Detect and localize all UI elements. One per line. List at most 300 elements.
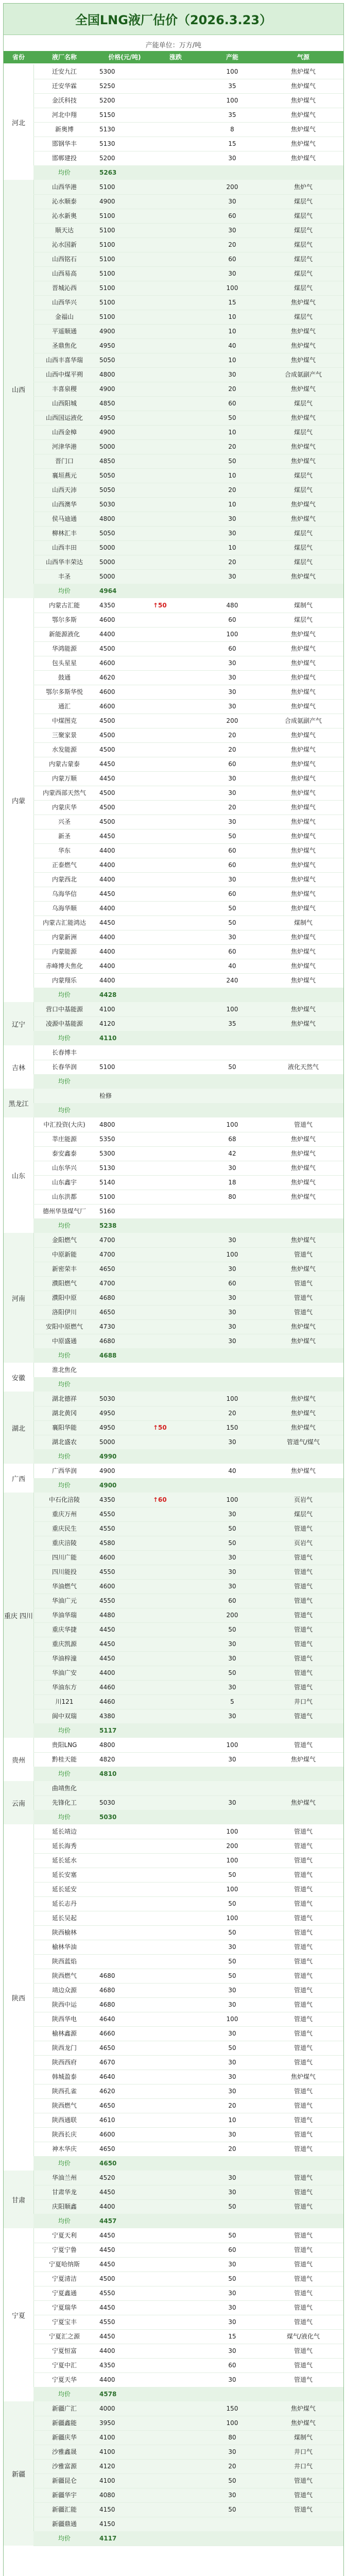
table-row	[33, 1694, 343, 1709]
plant-name: 宁夏天华	[51, 2376, 77, 2383]
gas-source: 管道气	[293, 1713, 313, 1720]
gas-source: 焦炉气	[293, 183, 313, 191]
table-row	[33, 2199, 343, 2214]
gas-source: 焦炉煤气	[290, 674, 316, 681]
price-change: ↑50	[153, 1424, 167, 1431]
price-change	[151, 2473, 202, 2488]
price-change	[151, 2098, 202, 2113]
table-row	[33, 2098, 343, 2113]
table-row	[33, 1420, 343, 1435]
province-name: 新疆	[4, 2401, 34, 2546]
capacity: 30	[228, 270, 236, 277]
price: 4450	[99, 1626, 115, 1633]
table-row	[33, 1493, 343, 1507]
plant-name: 陕西中运	[51, 2001, 77, 2008]
capacity: 30	[228, 198, 236, 205]
price-change	[151, 815, 202, 829]
capacity: 50	[228, 1669, 236, 1676]
gas-source: 焦炉煤气	[290, 515, 316, 522]
price-change	[151, 1132, 202, 1146]
average-label: 均价	[58, 991, 71, 998]
capacity: 30	[228, 1236, 236, 1244]
price-change	[151, 944, 202, 959]
capacity: 30	[228, 1640, 236, 1648]
gas-source: 焦炉煤气	[290, 97, 316, 104]
gas-source: 管道气	[293, 1251, 313, 1258]
price-change	[151, 1319, 202, 1334]
price-change	[151, 1291, 202, 1305]
price-change	[151, 1781, 202, 1795]
plant-name: 长春博丰	[51, 1049, 77, 1056]
gas-source: 焦炉煤气	[290, 155, 316, 162]
table-row	[33, 1608, 343, 1623]
plant-name: 川121	[55, 1698, 74, 1705]
province-name: 广西	[4, 1464, 34, 1493]
price: 4640	[99, 2015, 115, 2023]
table-row	[33, 1781, 343, 1796]
price-change	[151, 771, 202, 786]
gas-source: 焦炉煤气	[290, 977, 316, 984]
plant-name	[36, 1089, 93, 1103]
price-change	[151, 2041, 202, 2055]
average-row	[33, 1478, 343, 1493]
price-change	[151, 79, 202, 93]
capacity: 35	[228, 111, 236, 118]
capacity: 20	[228, 732, 236, 739]
capacity: 50	[228, 1871, 236, 1878]
price: 4520	[99, 2174, 115, 2181]
capacity: 480	[226, 602, 238, 609]
gas-source: 页岩气	[293, 1496, 313, 1503]
plant-name: 乌海华顺	[51, 905, 77, 912]
plant-name: 赤峰博夫焦化	[45, 962, 83, 970]
plant-name: 襄垣燕元	[51, 472, 77, 479]
gas-source: 管道气	[293, 1554, 313, 1561]
table-row	[33, 771, 343, 786]
plant-name: 新疆鑫能	[51, 2419, 77, 2427]
capacity: 60	[228, 948, 236, 955]
price-change	[151, 1911, 202, 1925]
gas-source: 焦炉煤气	[290, 342, 316, 349]
gas-source: 管道气	[293, 2174, 313, 2181]
table-row	[33, 1536, 343, 1551]
table-row	[33, 829, 343, 844]
price-change	[151, 2300, 202, 2315]
capacity: 10	[228, 328, 236, 335]
capacity: 30	[228, 876, 236, 883]
price-change	[151, 1363, 202, 1377]
page-title: 全国LNG液厂估价（2026.3.23）	[75, 13, 272, 27]
gas-source: 管道气	[293, 1684, 313, 1691]
plant-name: 新圣	[58, 833, 71, 840]
capacity: 200	[226, 717, 238, 724]
plant-name: 延长延水	[51, 1857, 77, 1864]
gas-source: 焦炉煤气	[290, 732, 316, 739]
price-change	[151, 1536, 202, 1550]
gas-source: 管道气	[293, 2290, 313, 2297]
province-name: 贵州	[4, 1738, 34, 1781]
gas-source: 管道气	[293, 1669, 313, 1676]
plant-name: 神木华庆	[51, 2145, 77, 2153]
gas-source: 焦炉煤气	[290, 457, 316, 465]
price: 5100	[99, 299, 115, 306]
plant-name: 内蒙新洲	[51, 934, 77, 941]
plant-name: 内蒙西北	[51, 876, 77, 883]
price-change	[151, 324, 202, 338]
gas-source: 煤气/液化气	[286, 2333, 320, 2340]
gas-source: 管道气	[293, 1309, 313, 1316]
gas-source: 焦炉煤气	[290, 703, 316, 710]
price: 4600	[99, 659, 115, 667]
price-change	[151, 569, 202, 584]
gas-source: 管道气	[293, 2275, 313, 2282]
price: 4500	[99, 818, 115, 825]
gas-source: 管道气	[293, 1612, 313, 1619]
price: 4350	[99, 1496, 115, 1503]
plant-name: 湖北盛农	[51, 1438, 77, 1446]
capacity: 80	[228, 1193, 236, 1200]
price-change	[151, 338, 202, 353]
price-change	[151, 194, 202, 209]
plant-name: 河北中翔	[51, 111, 77, 118]
price: 5130	[99, 126, 115, 133]
price: 4650	[99, 2044, 115, 2052]
price-change	[151, 2026, 202, 2041]
price: 4000	[99, 2405, 115, 2412]
price-change	[151, 209, 202, 223]
price-change	[151, 454, 202, 468]
price-change	[151, 1507, 202, 1521]
plant-name: 宁夏宁鲁	[51, 2246, 77, 2253]
table-row	[33, 1406, 343, 1421]
price: 3950	[99, 2419, 115, 2427]
price-change	[151, 872, 202, 887]
plant-name: 陕西通联	[51, 2116, 77, 2124]
price: 4600	[99, 688, 115, 696]
table-row	[33, 1795, 343, 1810]
price: 4550	[99, 1597, 115, 1604]
plant-name: 平遥顺通	[51, 328, 77, 335]
capacity: 8	[230, 126, 234, 133]
table-row	[33, 497, 343, 512]
plant-name: 营口中基能源	[45, 1006, 83, 1013]
price-change	[151, 483, 202, 497]
table-row	[33, 1969, 343, 1984]
average-price: 4900	[99, 1482, 117, 1489]
price: 4400	[99, 2376, 115, 2383]
gas-source: 焦炉煤气	[290, 833, 316, 840]
table-row	[33, 887, 343, 902]
plant-name: 宁夏鑫通	[51, 2290, 77, 2297]
price: 4900	[99, 1467, 115, 1475]
plant-name: 山西澳华	[51, 501, 77, 508]
province-name: 辽宁	[4, 1002, 34, 1045]
capacity: 60	[228, 847, 236, 854]
capacity: 15	[228, 299, 236, 306]
plant-name: 贵阳LNG	[51, 1741, 77, 1749]
plant-name: 山东洪都	[51, 1193, 77, 1200]
price-change	[151, 1521, 202, 1536]
price: 4450	[99, 833, 115, 840]
price-change	[151, 641, 202, 656]
price-change	[151, 973, 202, 988]
capacity: 10	[228, 544, 236, 551]
price: 5300	[99, 1150, 115, 1157]
table-row	[33, 2113, 343, 2128]
capacity: 100	[226, 2015, 238, 2023]
price-change	[151, 2171, 202, 2185]
price: 4700	[99, 1251, 115, 1258]
gas-source: 焦炉煤气	[290, 847, 316, 854]
average-label: 均价	[58, 2535, 71, 2542]
plant-name: 中煤图克	[51, 717, 77, 724]
table-row	[33, 1925, 343, 1940]
gas-source: 焦炉煤气	[290, 1265, 316, 1273]
price: 4620	[99, 2088, 115, 2095]
plant-name: 黔桂天能	[51, 1756, 77, 1763]
capacity: 200	[226, 183, 238, 191]
plant-name: 山西国运液化	[45, 414, 83, 421]
table-row	[33, 2257, 343, 2272]
capacity: 50	[228, 414, 236, 421]
price-change	[151, 238, 202, 252]
price-change	[151, 1565, 202, 1579]
price-change	[151, 151, 202, 165]
plant-name: 通汇	[58, 703, 71, 710]
price: 4400	[99, 1669, 115, 1676]
price: 4450	[99, 1640, 115, 1648]
average-price: 5238	[99, 1222, 117, 1229]
price-change	[151, 786, 202, 800]
plant-name: 金福山	[55, 313, 74, 320]
price: 5000	[99, 1438, 115, 1446]
average-price: 4810	[99, 1770, 117, 1777]
price: 4680	[99, 1972, 115, 1979]
price-change	[151, 2127, 202, 2142]
plant-name: 山西中煤平朔	[45, 371, 83, 378]
price: 4350	[99, 2362, 115, 2369]
price-change	[151, 1824, 202, 1839]
price-change	[151, 1882, 202, 1896]
table-row	[33, 1637, 343, 1652]
gas-source: 煤层气	[293, 486, 313, 494]
capacity: 100	[226, 1857, 238, 1864]
col-header-gas-source: 气源	[297, 54, 309, 61]
price-change	[151, 887, 202, 901]
capacity: 60	[228, 400, 236, 407]
gas-source: 管道气	[293, 1583, 313, 1590]
gas-source: 管道气	[293, 1121, 313, 1128]
gas-source: 管道气	[293, 1972, 313, 1979]
price-change	[151, 1204, 202, 1218]
gas-source: 管道气	[293, 2506, 313, 2513]
table-row	[33, 1045, 343, 1060]
plant-name: 迁安九江	[51, 68, 77, 75]
price-change	[151, 757, 202, 771]
price	[97, 1045, 150, 1060]
price: 5100	[99, 227, 115, 234]
gas-source: 煤层气	[293, 227, 313, 234]
table-row	[33, 2445, 343, 2460]
table-row	[33, 151, 343, 166]
gas-source: 管道气	[293, 2232, 313, 2239]
average-label: 均价	[58, 2391, 71, 2398]
price: 4900	[99, 429, 115, 436]
gas-source: 焦炉煤气	[290, 414, 316, 421]
price-change	[151, 1146, 202, 1161]
price: 4400	[99, 948, 115, 955]
gas-source: 煤层气	[293, 241, 313, 248]
table-row	[33, 613, 343, 628]
price-change	[151, 223, 202, 238]
plant-name: 山西华港	[51, 183, 77, 191]
price: 4850	[99, 400, 115, 407]
capacity: 20	[228, 443, 236, 450]
capacity: 30	[228, 515, 236, 522]
price: 4400	[99, 631, 115, 638]
gas-source: 焦炉煤气	[290, 1756, 316, 1763]
plant-name: 侯马迪通	[51, 515, 77, 522]
capacity: 5	[230, 1698, 234, 1705]
table-row	[33, 1276, 343, 1291]
table-row	[33, 1666, 343, 1681]
average-label: 均价	[58, 1352, 71, 1359]
capacity: 10	[228, 2116, 236, 2124]
plant-name: 重庆华捷	[51, 1626, 77, 1633]
gas-source: 煤层气	[293, 212, 313, 219]
table-row	[33, 1392, 343, 1406]
plant-name: 宁夏天利	[51, 2232, 77, 2239]
table-row	[33, 1319, 343, 1334]
average-price: 4578	[99, 2391, 117, 2398]
table-row	[33, 396, 343, 411]
capacity: 30	[228, 2088, 236, 2095]
price	[97, 1781, 150, 1795]
price-change	[151, 252, 202, 266]
table-row	[33, 1464, 343, 1479]
price-change	[151, 497, 202, 512]
plant-name: 沙雅鑫晟	[51, 2448, 77, 2455]
average-price: 4428	[99, 991, 117, 998]
price: 4400	[99, 876, 115, 883]
gas-source: 管道气	[293, 2044, 313, 2052]
table-row	[33, 1002, 343, 1017]
average-row	[33, 1348, 343, 1363]
price-change	[151, 1940, 202, 1954]
gas-source: 煤层气	[293, 558, 313, 566]
table-row	[33, 2228, 343, 2243]
gas-source: 管道气	[293, 2203, 313, 2210]
plant-name: 沁水国新	[51, 241, 77, 248]
price-change	[151, 353, 202, 367]
plant-name: 榆林华油	[51, 1943, 77, 1951]
capacity: 30	[228, 2492, 236, 2499]
gas-source: 管道气	[293, 2088, 313, 2095]
price: 4080	[99, 2492, 115, 2499]
price: 4480	[99, 1612, 115, 1619]
price: 4600	[99, 1554, 115, 1561]
table-row	[33, 281, 343, 296]
average-label: 均价	[58, 1770, 71, 1777]
plant-name: 水发能源	[51, 746, 77, 753]
gas-source: 焦炉煤气	[290, 328, 316, 335]
plant-name: 庆阳顺鑫	[51, 2203, 77, 2210]
price: 4600	[99, 703, 115, 710]
price-change	[151, 1868, 202, 1882]
plant-name: 正泰燃气	[51, 861, 77, 869]
capacity: 50	[228, 1958, 236, 1965]
capacity: 100	[226, 1914, 238, 1922]
gas-source: 管道气	[293, 1828, 313, 1835]
table-row	[33, 959, 343, 974]
capacity: 100	[226, 1886, 238, 1893]
plant-name: 华油燃气	[51, 1583, 77, 1590]
gas-source: 煤层气	[293, 616, 313, 623]
gas-source: 管道气	[293, 1741, 313, 1749]
price-change	[151, 1594, 202, 1608]
price-change	[151, 2430, 202, 2445]
price: 4600	[99, 1583, 115, 1590]
table-row	[33, 815, 343, 829]
plant-name: 四川能投	[51, 1568, 77, 1575]
price: 5100	[99, 256, 115, 263]
table-row	[33, 569, 343, 584]
capacity: 50	[228, 2044, 236, 2052]
table-row	[33, 714, 343, 728]
table-row	[33, 238, 343, 252]
price: 4550	[99, 2318, 115, 2326]
gas-source: 页岩气	[293, 1539, 313, 1547]
gas-source: 焦炉煤气	[290, 299, 316, 306]
average-row	[33, 1723, 343, 1738]
capacity: 30	[228, 227, 236, 234]
gas-source	[265, 1089, 341, 1103]
gas-source: 焦炉煤气	[290, 876, 316, 883]
table-row	[33, 2344, 343, 2359]
gas-source: 焦炉煤气	[290, 111, 316, 118]
plant-name: 湖北德祥	[51, 1395, 77, 1402]
capacity: 20	[228, 2102, 236, 2109]
table-row	[33, 1507, 343, 1522]
price-change	[151, 1334, 202, 1348]
capacity: 30	[228, 1323, 236, 1330]
table-row	[33, 310, 343, 325]
price-change	[151, 1579, 202, 1594]
price-change	[151, 1680, 202, 1694]
table-row	[33, 2315, 343, 2330]
gas-source: 焦炉煤气	[290, 1323, 316, 1330]
gas-source: 焦炉煤气	[290, 861, 316, 869]
table-row	[33, 1565, 343, 1580]
gas-source: 焦炉煤气	[290, 2073, 316, 2080]
table-row	[33, 656, 343, 671]
capacity: 60	[228, 2362, 236, 2369]
table-row	[33, 324, 343, 339]
price: 5300	[99, 68, 115, 75]
price-change	[151, 1752, 202, 1767]
average-price: 4110	[99, 1035, 117, 1042]
gas-source: 管道气/煤气	[286, 1438, 320, 1446]
price-change	[151, 1637, 202, 1651]
gas-source: 管道气	[293, 1958, 313, 1965]
capacity: 30	[228, 2059, 236, 2066]
price: 4400	[99, 2347, 115, 2354]
gas-source: 管道气	[293, 1929, 313, 1936]
price-change	[151, 1276, 202, 1291]
price-change	[151, 670, 202, 685]
capacity: 30	[228, 1987, 236, 1994]
plant-name: 鼓通	[58, 674, 71, 681]
